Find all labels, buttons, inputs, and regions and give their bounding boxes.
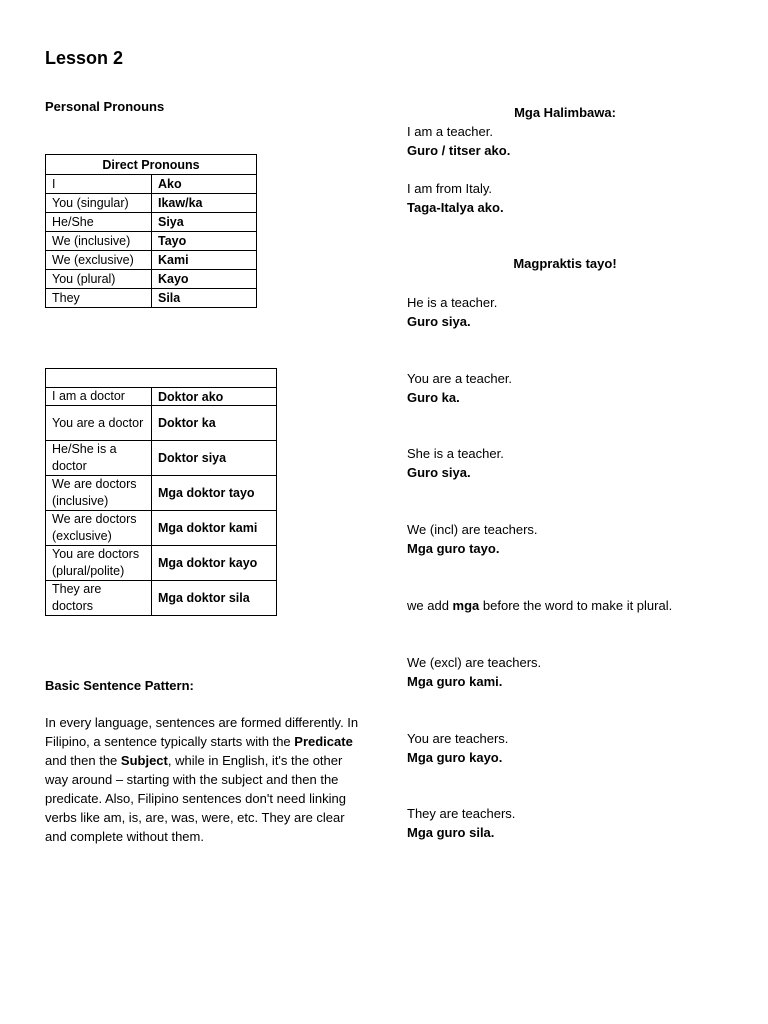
- filipino-sentence: Doktor ka: [152, 406, 277, 441]
- table-row: [46, 251, 257, 270]
- pronoun-filipino: Siya: [152, 213, 257, 232]
- table-row: [46, 213, 257, 232]
- english-sentence: They are doctors: [46, 581, 152, 616]
- paragraph-bold-subject: Subject: [120, 753, 168, 768]
- practice-english: He is a teacher.: [407, 295, 498, 310]
- pronoun-english: We (exclusive): [46, 251, 152, 270]
- english-sentence: We are doctors (inclusive): [46, 476, 152, 511]
- practice-filipino: Guro siya.: [407, 465, 471, 480]
- table-row: [46, 546, 277, 581]
- doctor-sentences-table: [45, 368, 277, 616]
- practice-item: [407, 804, 727, 842]
- filipino-sentence: Doktor ako: [152, 388, 277, 406]
- english-sentence: You are a doctor: [46, 406, 152, 441]
- table-row: [46, 232, 257, 251]
- table-row: [46, 194, 257, 213]
- example-filipino: Taga-Italya ako.: [407, 200, 504, 215]
- example-filipino: Guro / titser ako.: [407, 143, 511, 158]
- pronoun-filipino: Kami: [152, 251, 257, 270]
- practice-filipino: Guro ka.: [407, 390, 460, 405]
- table-row: [46, 441, 277, 476]
- pronoun-english: You (plural): [46, 270, 152, 289]
- practice-item: [407, 520, 727, 558]
- english-sentence: I am a doctor: [46, 388, 152, 406]
- english-sentence: You are doctors (plural/polite): [46, 546, 152, 581]
- pronoun-filipino: Sila: [152, 289, 257, 308]
- note-bold-mga: mga: [452, 598, 480, 613]
- section-title: Personal Pronouns: [45, 99, 165, 114]
- example-english: I am from Italy.: [407, 181, 492, 196]
- empty-header-cell: [46, 369, 277, 388]
- table-row: [46, 476, 277, 511]
- practice-filipino: Mga guro kami.: [407, 674, 503, 689]
- practice-english: She is a teacher.: [407, 446, 504, 461]
- pronoun-english: He/She: [46, 213, 152, 232]
- lesson-title: Lesson 2: [45, 48, 124, 68]
- practice-english: We (incl) are teachers.: [407, 522, 538, 537]
- practice-heading: Magpraktis tayo!: [513, 256, 617, 271]
- pronoun-english: They: [46, 289, 152, 308]
- pronoun-english: I: [46, 175, 152, 194]
- english-sentence: He/She is a doctor: [46, 441, 152, 476]
- filipino-sentence: Mga doktor sila: [152, 581, 277, 616]
- basic-pattern-paragraph: [45, 713, 363, 846]
- english-sentence: We are doctors (exclusive): [46, 511, 152, 546]
- table-row: [46, 270, 257, 289]
- practice-filipino: Mga guro kayo.: [407, 750, 503, 765]
- example-item: [407, 179, 727, 217]
- pronoun-filipino: Tayo: [152, 232, 257, 251]
- paragraph-text: In every language, sentences are formed differently. In Filipino, a sentence typically starts with the: [45, 715, 359, 749]
- filipino-sentence: Mga doktor tayo: [152, 476, 277, 511]
- paragraph-text: , while in English, it's the other way around – starting with the subject and then the predicate. Also, Filipino sentences don't need linking verbs like am, is, are, was, were, etc. They are clear and complete without them.: [45, 753, 346, 844]
- filipino-sentence: Mga doktor kami: [152, 511, 277, 546]
- practice-filipino: Mga guro tayo.: [407, 541, 500, 556]
- paragraph-bold-predicate: Predicate: [294, 734, 353, 749]
- practice-english: They are teachers.: [407, 806, 516, 821]
- pronoun-english: We (inclusive): [46, 232, 152, 251]
- examples-heading: Mga Halimbawa:: [514, 105, 616, 120]
- plural-note: [407, 596, 727, 615]
- table-row: [46, 289, 257, 308]
- note-text: before the word to make it plural.: [479, 598, 673, 613]
- pronoun-filipino: Ako: [152, 175, 257, 194]
- practice-item: [407, 653, 727, 691]
- practice-filipino: Mga guro sila.: [407, 825, 495, 840]
- practice-item: [407, 293, 727, 331]
- table-row: [46, 511, 277, 546]
- practice-item: [407, 444, 727, 482]
- direct-pronouns-table: [45, 154, 257, 308]
- table-header: Direct Pronouns: [46, 155, 257, 175]
- table-row: [46, 581, 277, 616]
- practice-english: You are teachers.: [407, 731, 509, 746]
- paragraph-text: and then the: [45, 753, 121, 768]
- table-row: [46, 406, 277, 441]
- example-item: [407, 122, 727, 160]
- basic-pattern-heading: Basic Sentence Pattern:: [45, 678, 194, 693]
- example-english: I am a teacher.: [407, 124, 493, 139]
- table-row: [46, 175, 257, 194]
- filipino-sentence: Doktor siya: [152, 441, 277, 476]
- table-row: [46, 388, 277, 406]
- practice-english: You are a teacher.: [407, 371, 513, 386]
- practice-english: We (excl) are teachers.: [407, 655, 542, 670]
- filipino-sentence: Mga doktor kayo: [152, 546, 277, 581]
- note-text: we add: [407, 598, 453, 613]
- pronoun-filipino: Ikaw/ka: [152, 194, 257, 213]
- pronoun-filipino: Kayo: [152, 270, 257, 289]
- pronoun-english: You (singular): [46, 194, 152, 213]
- practice-filipino: Guro siya.: [407, 314, 471, 329]
- practice-item: [407, 729, 727, 767]
- practice-item: [407, 369, 727, 407]
